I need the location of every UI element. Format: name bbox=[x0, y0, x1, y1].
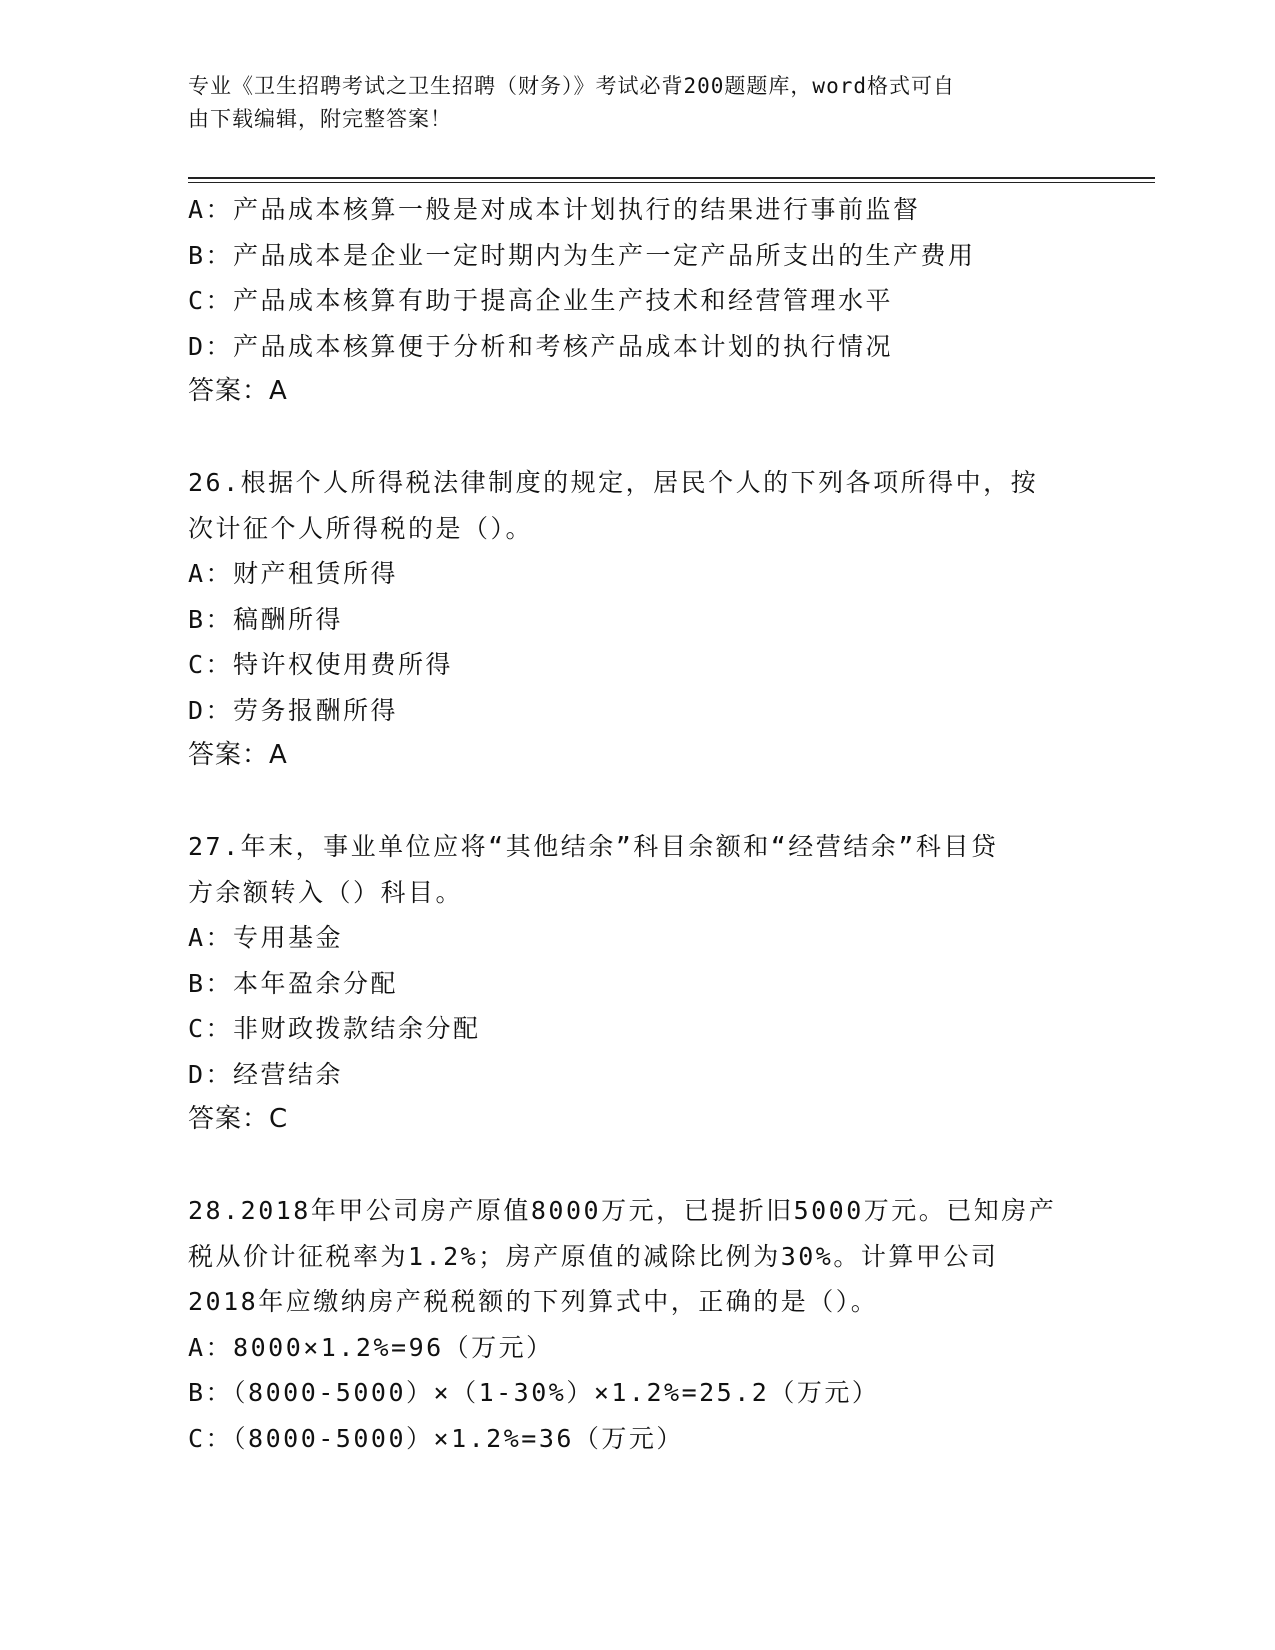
option-d: D：劳务报酬所得 bbox=[188, 695, 399, 725]
option-a: A：财产租赁所得 bbox=[188, 559, 399, 588]
document-body bbox=[188, 187, 1088, 1461]
header-line-2: 由下载编辑，附完整答案！ bbox=[188, 107, 452, 131]
option-c: C：非财政拨款结余分配 bbox=[188, 1014, 481, 1043]
option-d: D：产品成本核算便于分析和考核产品成本计划的执行情况 bbox=[188, 331, 894, 361]
question-26-block bbox=[188, 460, 1088, 779]
option-b: B：产品成本是企业一定时期内为生产一定产品所支出的生产费用 bbox=[188, 240, 976, 270]
option-b: B：本年盈余分配 bbox=[188, 968, 399, 998]
option-a: A：8000×1.2%=96（万元） bbox=[188, 1332, 554, 1362]
answer-label: 答案：C bbox=[188, 1104, 289, 1134]
option-a: A：产品成本核算一般是对成本计划执行的结果进行事前监督 bbox=[188, 195, 921, 224]
question-28-block bbox=[188, 1188, 1088, 1461]
option-c: C：产品成本核算有助于提高企业生产技术和经营管理水平 bbox=[188, 286, 894, 315]
option-d: D：经营结余 bbox=[188, 1059, 344, 1089]
header-rule-thin bbox=[188, 182, 1155, 183]
spacer bbox=[188, 1143, 1088, 1189]
question-25-block bbox=[188, 187, 1088, 415]
header-line-1: 专业《卫生招聘考试之卫生招聘（财务）》考试必背200题题库，word格式可自 bbox=[188, 74, 955, 98]
header-rule-thick bbox=[188, 177, 1155, 179]
option-c: C：特许权使用费所得 bbox=[188, 650, 454, 679]
option-a: A：专用基金 bbox=[188, 923, 344, 952]
spacer bbox=[188, 415, 1088, 461]
question-stem-line: 方余额转入（）科目。 bbox=[188, 877, 464, 907]
answer-label: 答案：A bbox=[188, 740, 288, 770]
question-27-block bbox=[188, 824, 1088, 1143]
option-b: B：（8000-5000）×（1-30%）×1.2%=25.2（万元） bbox=[188, 1378, 880, 1407]
question-stem-line: 2018年应缴纳房产税税额的下列算式中，正确的是（）。 bbox=[188, 1287, 879, 1316]
option-c: C：（8000-5000）×1.2%=36（万元） bbox=[188, 1423, 684, 1453]
document-header bbox=[188, 70, 1068, 136]
answer-label: 答案：A bbox=[188, 376, 288, 406]
question-stem-line: 次计征个人所得税的是（）。 bbox=[188, 513, 534, 543]
question-stem-line: 26.根据个人所得税法律制度的规定，居民个人的下列各项所得中，按 bbox=[188, 468, 1039, 497]
question-stem-line: 28.2018年甲公司房产原值8000万元，已提折旧5000万元。已知房产 bbox=[188, 1196, 1057, 1225]
option-b: B：稿酬所得 bbox=[188, 604, 344, 634]
question-stem-line: 27.年末，事业单位应将“其他结余”科目余额和“经营结余”科目贷 bbox=[188, 832, 999, 861]
spacer bbox=[188, 779, 1088, 825]
question-stem-line: 税从价计征税率为1.2%；房产原值的减除比例为30%。计算甲公司 bbox=[188, 1241, 999, 1271]
